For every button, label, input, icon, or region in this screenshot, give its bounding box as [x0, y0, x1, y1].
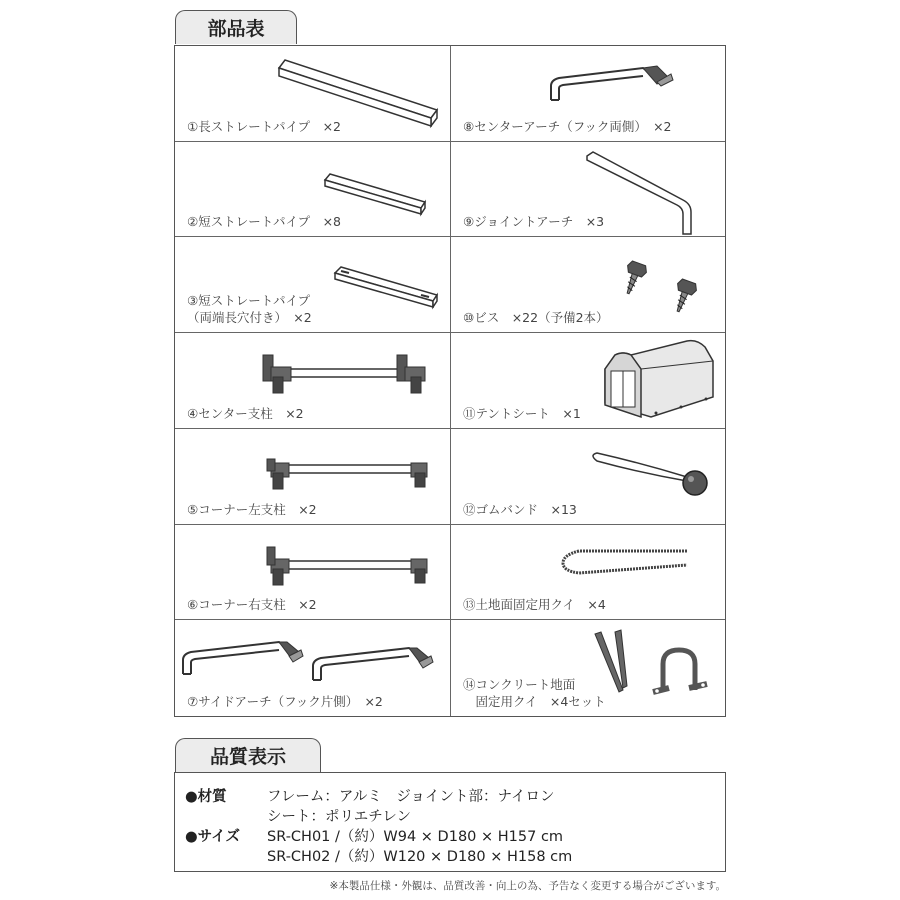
part-cell-14 [451, 620, 725, 716]
part-cell-4 [175, 333, 451, 429]
quality-label-tab: 品質表示 [175, 738, 321, 772]
material-key: ●材質 [185, 789, 227, 805]
part-cell-2 [175, 142, 451, 238]
part-label: ⑥コーナー右支柱 ×2 [187, 597, 317, 613]
part-label: ⑨ジョイントアーチ ×3 [463, 214, 605, 230]
footnote: ※本製品仕様・外観は、品質改善・向上の為、予告なく変更する場合がございます。 [329, 880, 726, 892]
part-label: ⑫ゴムバンド ×13 [463, 501, 577, 517]
part-cell-11 [451, 333, 725, 429]
part-label: ⑬土地面固定用クイ ×4 [463, 597, 606, 613]
quality-box [174, 772, 726, 872]
size-key: ●サイズ [185, 829, 240, 845]
part-label: ③短ストレートパイプ （両端長穴付き） ×2 [187, 293, 312, 326]
size-line-2: SR-CH02 /（約）W120 × D180 × H158 cm [267, 849, 573, 865]
part-cell-1 [175, 46, 451, 142]
part-label: ⑦サイドアーチ（フック片側） ×2 [187, 694, 383, 709]
part-label: ①長ストレートパイプ ×2 [187, 118, 342, 134]
parts-list-tab: 部品表 [175, 10, 297, 44]
part-label: ⑤コーナー左支柱 ×2 [187, 501, 317, 517]
part-label: ⑧センターアーチ（フック両側） ×2 [463, 118, 672, 134]
part-cell-10 [451, 237, 725, 333]
part-cell-7 [175, 620, 451, 716]
part-label: ④センター支柱 ×2 [187, 405, 304, 421]
part-cell-6 [175, 525, 451, 621]
part-label: ②短ストレートパイプ ×8 [187, 214, 342, 230]
size-line-1: SR-CH01 /（約）W94 × D180 × H157 cm [267, 829, 564, 845]
part-label: ⑭コンクリート地面 固定用クイ ×4セット [463, 677, 606, 709]
part-cell-13 [451, 525, 725, 621]
part-cell-3 [175, 237, 451, 333]
parts-grid [174, 45, 726, 717]
material-line-1: フレーム：アルミ ジョイント部：ナイロン [267, 789, 555, 805]
part-cell-9 [451, 142, 725, 238]
material-line-2: シート：ポリエチレン [267, 809, 412, 825]
part-cell-8 [451, 46, 725, 142]
part-label: ⑪テントシート ×1 [463, 405, 581, 421]
part-label: ⑩ビス ×22（予備2本） [463, 310, 609, 326]
part-cell-5 [175, 429, 451, 525]
part-cell-12 [451, 429, 725, 525]
